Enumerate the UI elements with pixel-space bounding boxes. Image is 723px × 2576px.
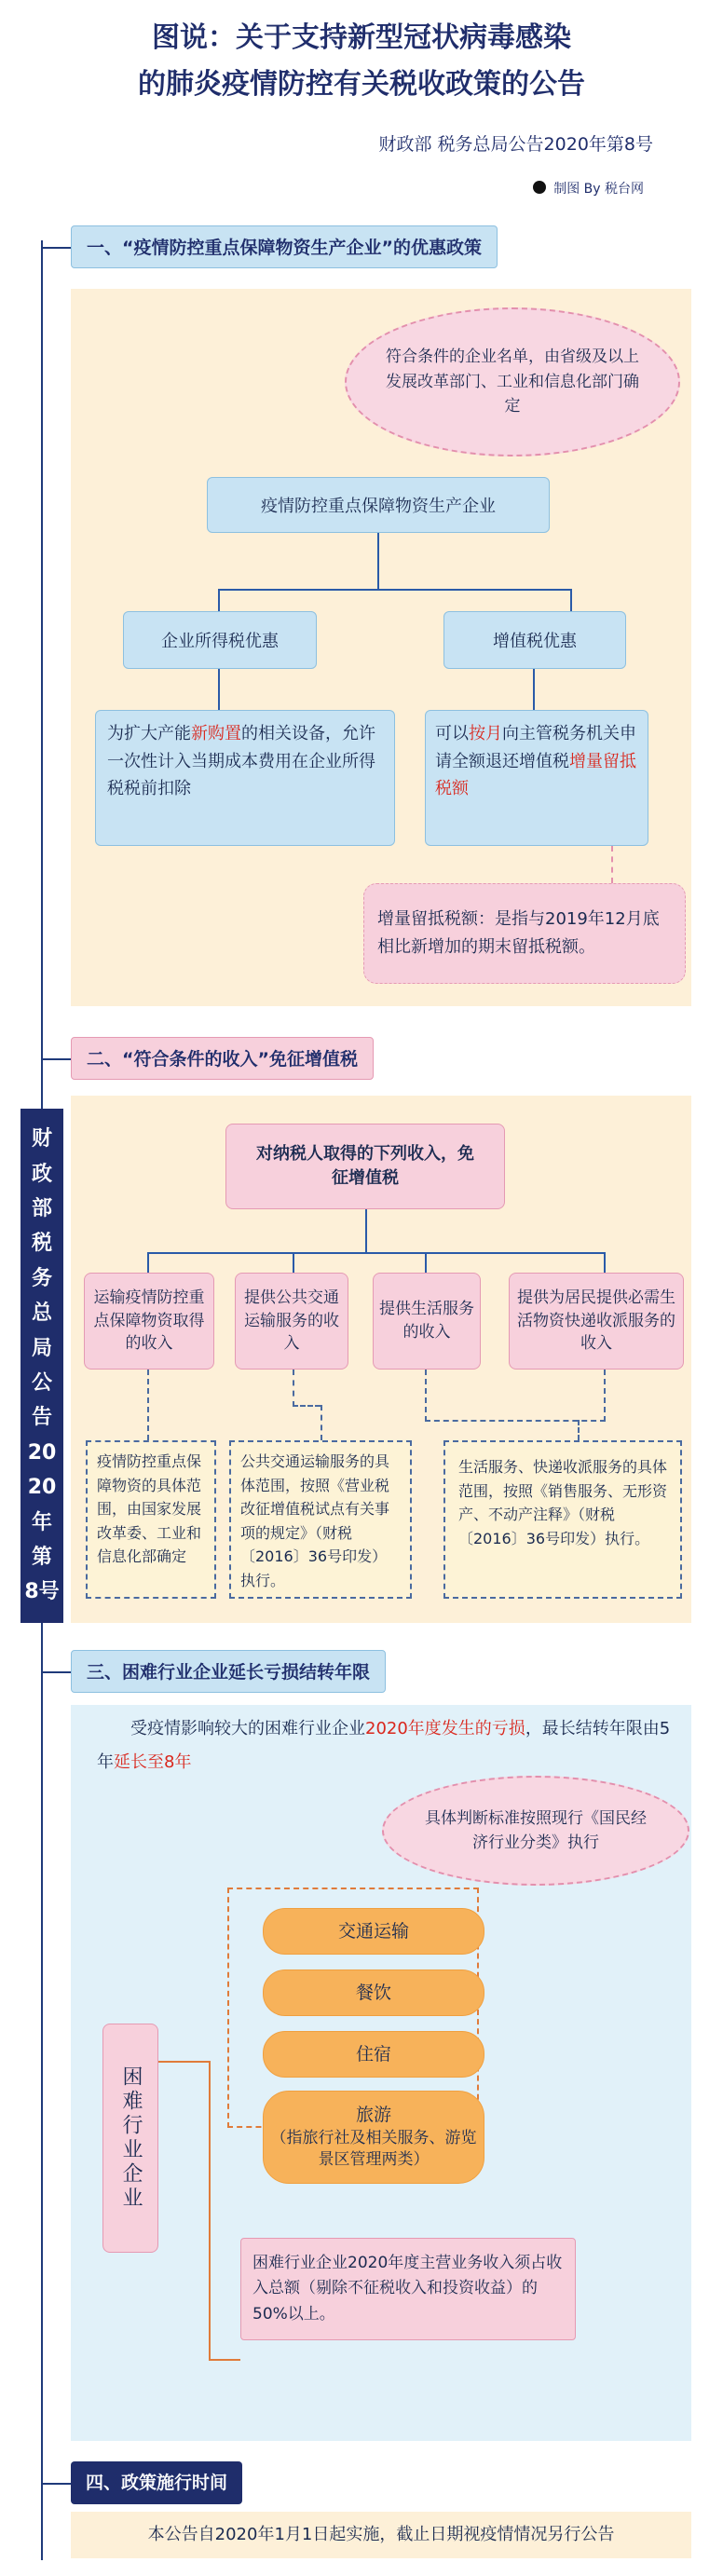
connector xyxy=(147,1252,149,1273)
effective-date-text: 本公告自2020年1月1日起实施，截止日期视疫情情况另行公告 xyxy=(71,2512,691,2558)
cit-detail xyxy=(95,710,395,846)
connector xyxy=(218,589,220,611)
section3-heading: 三、困难行业企业延长亏损结转年限 xyxy=(71,1650,386,1693)
exempt-item-public-transport: 提供公共交通运输服务的收入 xyxy=(235,1273,348,1370)
dashed-connector xyxy=(321,1405,322,1440)
hardship-industry-label: 困难行业企业 xyxy=(102,2024,158,2253)
dashed-connector xyxy=(147,1370,149,1440)
intro-text: 受疫情影响较大的困难行业企业 xyxy=(130,1719,365,1738)
section1-cloud-note: 符合条件的企业名单，由省级及以上发展改革部门、工业和信息化部门确定 xyxy=(345,307,680,457)
connector xyxy=(604,1252,606,1273)
note-connector xyxy=(611,846,613,883)
dashed-connector xyxy=(293,1405,321,1407)
section3-intro xyxy=(97,1712,675,1779)
credit-text: 制图 By 税台网 xyxy=(553,182,644,197)
sidebar-char: 年 xyxy=(31,1510,52,1534)
section1-heading: 一、“疫情防控重点保障物资生产企业”的优惠政策 xyxy=(71,225,498,268)
industry-transport: 交通运输 xyxy=(263,1908,484,1955)
connector xyxy=(209,2359,240,2361)
page-title-line1: 图说：关于支持新型冠状病毒感染 xyxy=(152,21,571,54)
sidebar-char: 局 xyxy=(31,1336,52,1360)
dashed-connector xyxy=(604,1370,606,1422)
section4-connector xyxy=(41,2483,71,2485)
intro-highlight: 延长至8年 xyxy=(114,1752,192,1772)
sidebar-char: 第 xyxy=(31,1545,52,1569)
industry-tourism-detail: （指旅行社及相关服务、游览景区管理两类） xyxy=(270,2128,477,2170)
exempt-item-life-services: 提供生活服务的收入 xyxy=(373,1273,481,1370)
announcement-number: 财政部 税务总局公告2020年第8号 xyxy=(378,134,653,155)
exempt-note-services: 生活服务、快递收派服务的具体范围，按照《销售服务、无形资产、不动产注释》（财税〔2016〕36号印发）执行。 xyxy=(443,1440,682,1599)
credit xyxy=(553,179,644,198)
section2-connector xyxy=(41,1058,71,1060)
dashed-connector xyxy=(578,1420,580,1440)
vat-box: 增值税优惠 xyxy=(443,611,626,669)
connector xyxy=(293,1252,294,1273)
sidebar-char: 税 xyxy=(31,1232,52,1256)
exempt-note-public-transport: 公共交通运输服务的具体范围，按照《营业税改征增值税试点有关事项的规定》（财税〔2016〕36号印发）执行。 xyxy=(229,1440,412,1599)
industry-tourism xyxy=(263,2091,484,2184)
sidebar-char: 财 xyxy=(31,1127,52,1152)
revenue-share-note: 困难行业企业2020年度主营业务收入须占收入总额（剔除不征税收入和投资收益）的50%以上。 xyxy=(240,2238,576,2340)
connector xyxy=(218,589,572,591)
exempt-item-transport-supplies: 运输疫情防控重点保障物资取得的收入 xyxy=(84,1273,214,1370)
industry-catering: 餐饮 xyxy=(263,1969,484,2016)
vat-detail-text: 可以 xyxy=(435,724,469,743)
exempt-top-box: 对纳税人取得的下列收入，免征增值税 xyxy=(225,1124,505,1209)
exempt-item-express-delivery: 提供为居民提供必需生活物资快递收派服务的收入 xyxy=(509,1273,684,1370)
sidebar-char: 20 xyxy=(27,1476,57,1500)
cit-detail-highlight: 新购置 xyxy=(191,724,241,743)
cit-detail-text: 的相关设备，允许一次性计入当期成本费用在企业所得税税前扣除 xyxy=(107,724,375,799)
vat-detail-text: 向主管税务机关申请全额退还增值税 xyxy=(435,724,636,771)
sidebar-char: 公 xyxy=(31,1370,52,1395)
sidebar-char: 政 xyxy=(31,1162,52,1186)
sidebar-char: 告 xyxy=(31,1406,52,1430)
connector xyxy=(570,589,572,611)
section4-heading: 四、政策施行时间 xyxy=(71,2461,242,2504)
dashed-connector xyxy=(425,1370,427,1422)
credit-dot-icon xyxy=(533,181,546,194)
section3-cloud-note: 具体判断标准按照现行《国民经济行业分类》执行 xyxy=(382,1776,689,1886)
connector xyxy=(158,2061,211,2063)
section1-connector xyxy=(41,247,71,249)
section1-main-box: 疫情防控重点保障物资生产企业 xyxy=(207,477,550,533)
vat-detail-highlight: 增量留抵税额 xyxy=(435,751,636,799)
sidebar-label xyxy=(20,1109,63,1623)
sidebar-char: 总 xyxy=(31,1302,52,1326)
sidebar-char: 部 xyxy=(31,1196,52,1220)
connector xyxy=(377,533,379,589)
intro-highlight: 2020年度发生的亏损 xyxy=(365,1719,525,1738)
sidebar-char: 务 xyxy=(31,1266,52,1290)
connector xyxy=(218,669,220,710)
increment-credit-note: 增量留抵税额：是指与2019年12月底相比新增加的期末留抵税额。 xyxy=(363,883,686,984)
connector xyxy=(209,2061,211,2359)
sidebar-char: 8号 xyxy=(24,1580,60,1604)
cit-box: 企业所得税优惠 xyxy=(123,611,317,669)
vat-detail xyxy=(425,710,648,846)
section2-heading: 二、“符合条件的收入”免征增值税 xyxy=(71,1037,374,1080)
connector xyxy=(533,669,535,710)
connector xyxy=(147,1252,606,1254)
dashed-connector xyxy=(293,1370,294,1407)
exempt-note-supplies: 疫情防控重点保障物资的具体范围，由国家发展改革委、工业和信息化部确定 xyxy=(86,1440,216,1599)
section3-connector xyxy=(41,1671,71,1673)
intro-text: ，最长结转年限由5年 xyxy=(97,1719,671,1772)
industry-tourism-label: 旅游 xyxy=(355,2104,391,2125)
connector xyxy=(365,1209,367,1252)
industry-accommodation: 住宿 xyxy=(263,2031,484,2078)
vat-detail-highlight: 按月 xyxy=(469,724,502,743)
page-title-line2: 的肺炎疫情防控有关税收政策的公告 xyxy=(138,68,585,101)
connector xyxy=(425,1252,427,1273)
sidebar-char: 20 xyxy=(27,1440,57,1465)
cit-detail-text: 为扩大产能 xyxy=(107,724,191,743)
